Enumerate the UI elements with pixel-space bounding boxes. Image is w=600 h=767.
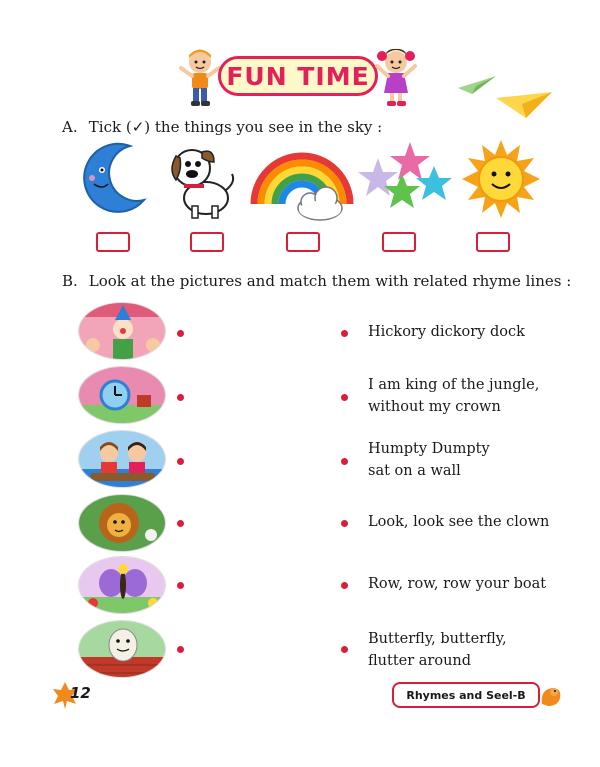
title-box — [218, 56, 378, 96]
section-a-letter: A. — [62, 118, 78, 136]
clown-picture — [78, 302, 166, 360]
rhyme-text: Look, look see the clown — [368, 514, 550, 530]
match-dot-rhyme[interactable] — [341, 582, 348, 589]
rainbow-icon — [250, 140, 354, 224]
rhyme-line — [368, 321, 525, 343]
section-b-instruction: Look at the pictures and match them with related rhyme lines : — [88, 272, 572, 290]
paper-plane-icon — [496, 88, 554, 120]
dog-icon — [162, 140, 238, 220]
match-dot-rhyme[interactable] — [341, 394, 348, 401]
book-name-text: Rhymes and Seel-B — [406, 688, 526, 702]
girl-icon — [374, 48, 418, 108]
rhyme-text: without my crown — [368, 399, 501, 415]
rhyme-text: Hickory dickory dock — [368, 324, 525, 340]
section-b-heading — [62, 272, 571, 290]
rhyme-line — [368, 511, 549, 533]
section-b-letter: B. — [62, 272, 78, 290]
match-dot-rhyme[interactable] — [341, 330, 348, 337]
match-dot-picture[interactable] — [177, 394, 184, 401]
rhyme-text: Butterfly, butterfly, — [368, 631, 507, 647]
rhyme-line — [368, 628, 507, 672]
crescent-moon-icon — [78, 140, 154, 216]
page-number — [52, 680, 102, 710]
match-dot-picture[interactable] — [177, 582, 184, 589]
rhyme-line — [368, 438, 490, 482]
lion-picture — [78, 494, 166, 552]
tick-box-rainbow[interactable] — [286, 232, 320, 252]
sun-icon — [462, 140, 540, 218]
rhyme-text: sat on a wall — [368, 463, 461, 479]
rhyme-text: I am king of the jungle, — [368, 377, 540, 393]
book-name-tag — [392, 682, 540, 708]
rhyme-text: flutter around — [368, 653, 472, 669]
tick-box-sun[interactable] — [476, 232, 510, 252]
match-dot-picture[interactable] — [177, 520, 184, 527]
match-dot-rhyme[interactable] — [341, 458, 348, 465]
rhyme-text: Row, row, row your boat — [368, 576, 547, 592]
paper-plane-icon — [458, 74, 498, 96]
tick-box-dog[interactable] — [190, 232, 224, 252]
rhyme-line — [368, 573, 546, 595]
boy-icon — [178, 48, 222, 108]
humpty-dumpty-picture — [78, 620, 166, 678]
butterfly-picture — [78, 556, 166, 614]
page-number-text: 12 — [70, 684, 91, 702]
match-dot-picture[interactable] — [177, 646, 184, 653]
match-dot-picture[interactable] — [177, 458, 184, 465]
tick-box-moon[interactable] — [96, 232, 130, 252]
page-title: FUN TIME — [226, 61, 370, 91]
clock-picture — [78, 366, 166, 424]
match-dot-rhyme[interactable] — [341, 646, 348, 653]
stars-icon — [358, 140, 454, 216]
rhyme-text: Humpty Dumpty — [368, 441, 490, 457]
tick-box-stars[interactable] — [382, 232, 416, 252]
boat-kids-picture — [78, 430, 166, 488]
section-a-instruction: Tick (✓) the things you see in the sky : — [88, 118, 383, 136]
squirrel-icon — [538, 682, 564, 708]
match-dot-picture[interactable] — [177, 330, 184, 337]
title-banner — [178, 48, 418, 106]
section-a-heading — [62, 118, 382, 136]
match-dot-rhyme[interactable] — [341, 520, 348, 527]
rhyme-line — [368, 374, 539, 418]
